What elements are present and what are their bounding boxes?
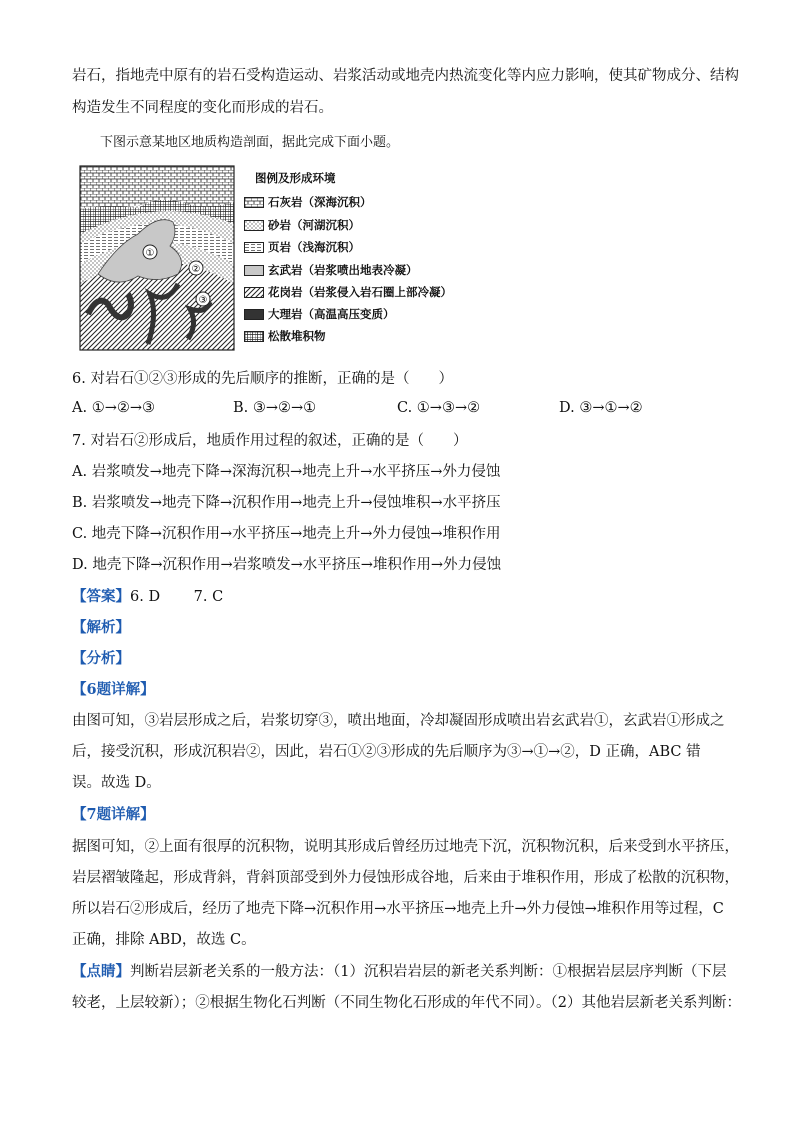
q7-option-c[interactable]: C. 地壳下降→沉积作用→水平挤压→地壳上升→外力侵蚀→堆积作用 (72, 526, 501, 542)
legend-item-marble: 大理岩（高温高压变质） (244, 306, 395, 322)
tip-label: 【点睛】 (72, 963, 130, 980)
q6-option-a[interactable]: A. ①→②→③ (72, 400, 155, 416)
tip-line-1 (72, 962, 726, 982)
q6-stem: 6. 对岩石①②③形成的先后顺序的推断，正确的是（ ） (72, 371, 453, 387)
analysis-label: 【解析】 (72, 619, 130, 636)
limestone-swatch-icon (244, 197, 264, 208)
tip-text-1: 判断岩层新老关系的一般方法：（1）沉积岩岩层的新老关系判断：①根据岩层层序判断（下层 (130, 964, 727, 980)
legend-item-limestone: 石灰岩（深海沉积） (244, 194, 372, 210)
legend-item-sandstone: 砂岩（河湖沉积） (244, 217, 360, 233)
shale-swatch-icon (244, 242, 264, 253)
detail6-line-3: 误。故选 D。 (72, 775, 161, 791)
detail6-line-1: 由图可知，③岩层形成之后，岩浆切穿③，喷出地面，冷却凝固形成喷出岩玄武岩①，玄武岩①形成之 (72, 713, 725, 729)
q6-option-d[interactable]: D. ③→①→② (559, 400, 643, 416)
detail7-line-2: 岩层褶皱隆起，形成背斜，背斜顶部受到外力侵蚀形成谷地，后来由于堆积作用，形成了松散的沉积物， (72, 870, 739, 886)
legend-item-loose: 松散堆积物 (244, 328, 326, 344)
loose-deposit-swatch-icon (244, 331, 264, 342)
granite-swatch-icon (244, 287, 264, 298)
answer-line (72, 587, 223, 607)
q7-option-b[interactable]: B. 岩浆喷发→地壳下降→沉积作用→地壳上升→侵蚀堆积→水平挤压 (72, 495, 501, 511)
q7-option-a[interactable]: A. 岩浆喷发→地壳下降→深海沉积→地壳上升→水平挤压→外力侵蚀 (72, 464, 501, 480)
marble-swatch-icon (244, 309, 264, 320)
label-1: ① (145, 248, 155, 259)
basalt-swatch-icon (244, 265, 264, 276)
q7-option-d[interactable]: D. 地壳下降→沉积作用→岩浆喷发→水平挤压→堆积作用→外力侵蚀 (72, 557, 502, 573)
detail7-line-1: 据图可知，②上面有很厚的沉积物，说明其形成后曾经历过地壳下沉，沉积物沉积，后来受到水平挤压， (72, 839, 739, 855)
detail7-line-4: 正确，排除 ABD，故选 C。 (72, 932, 256, 948)
detail7-line-3: 所以岩石②形成后，经历了地壳下降→沉积作用→水平挤压→地壳上升→外力侵蚀→堆积作用等过程，C (72, 901, 724, 917)
fenxi-label: 【分析】 (72, 650, 130, 667)
tip-line-2: 较老，上层较新）；②根据生物化石判断（不同生物化石形成的年代不同）。（2）其他岩层新老关系判断： (72, 995, 741, 1011)
detail7-label: 【7题详解】 (72, 806, 155, 823)
label-3: ③ (198, 295, 208, 306)
q7-stem: 7. 对岩石②形成后，地质作用过程的叙述，正确的是（ ） (72, 433, 468, 449)
answer-label: 【答案】 (72, 588, 130, 605)
label-2: ② (191, 264, 201, 275)
detail6-label: 【6题详解】 (72, 681, 155, 698)
legend-title: 图例及形成环境 (255, 171, 336, 185)
detail6-line-2: 后，接受沉积，形成沉积岩②，因此，岩石①②③形成的先后顺序为③→①→②，D 正确，ABC 错 (72, 744, 701, 760)
geologic-section-figure (78, 164, 448, 354)
intro-line-2: 构造发生不同程度的变化而形成的岩石。 (72, 100, 333, 116)
answer-text: 6. D 7. C (130, 589, 224, 605)
legend-item-granite: 花岗岩（岩浆侵入岩石圈上部冷凝） (244, 284, 452, 300)
legend-item-shale: 页岩（浅海沉积） (244, 239, 360, 255)
q6-option-b[interactable]: B. ③→②→① (233, 400, 317, 416)
q6-option-c[interactable]: C. ①→③→② (397, 400, 481, 416)
figure-caption: 下图示意某地区地质构造剖面，据此完成下面小题。 (100, 135, 400, 150)
legend-item-basalt: 玄武岩（岩浆喷出地表冷凝） (244, 262, 418, 278)
intro-line-1: 岩石，指地壳中原有的岩石受构造运动、岩浆活动或地壳内热流变化等内应力影响，使其矿物成分、结构 (72, 68, 739, 84)
sandstone-swatch-icon (244, 220, 264, 231)
